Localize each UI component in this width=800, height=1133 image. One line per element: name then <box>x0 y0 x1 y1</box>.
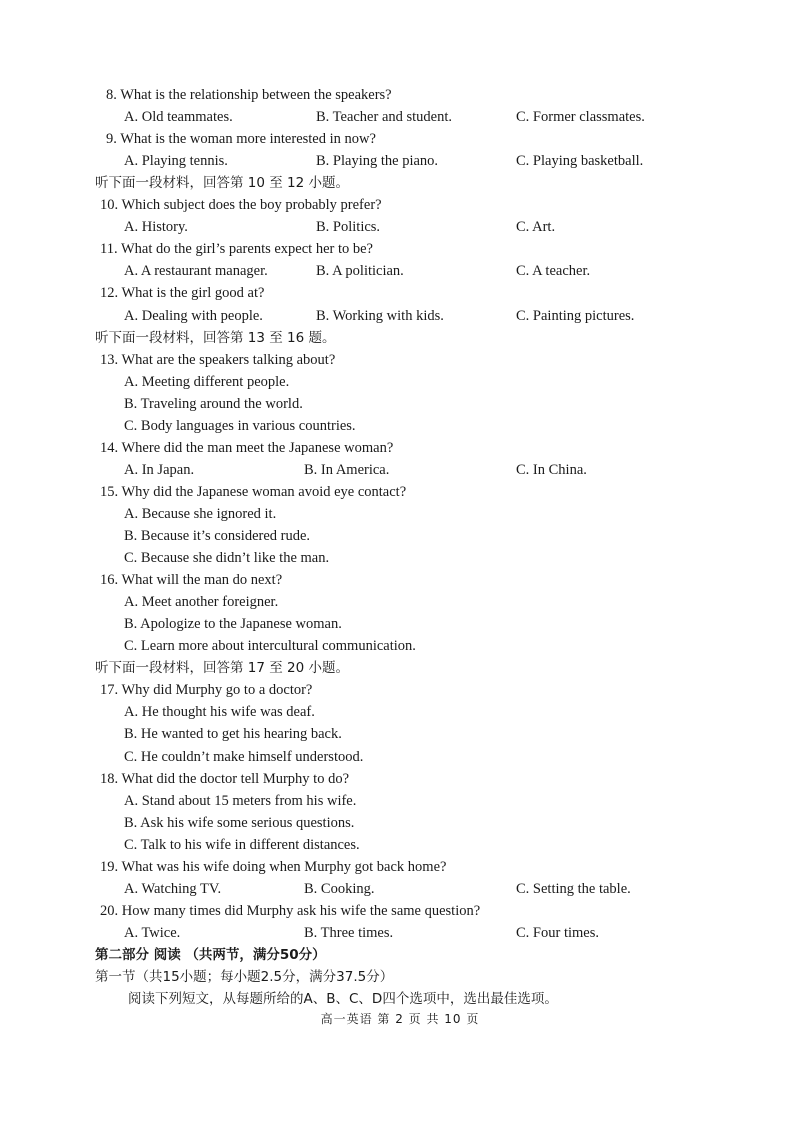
question-stem: 18. What did the doctor tell Murphy to do? <box>100 770 350 787</box>
page-footer: 高一英语 第 2 页 共 10 页 <box>320 1012 480 1026</box>
answer-option: C. Setting the table. <box>516 880 631 897</box>
answer-option: A. Dealing with people. <box>124 307 263 324</box>
answer-option: A. Playing tennis. <box>124 153 228 170</box>
question-stem: 12. What is the girl good at? <box>100 285 265 302</box>
question-stem: 20. How many times did Murphy ask his wife the same question? <box>100 902 481 919</box>
answer-option: A. Because she ignored it. <box>124 505 277 522</box>
question-stem: 13. What are the speakers talking about? <box>100 351 336 368</box>
question-stem: 10. Which subject does the boy probably prefer? <box>100 197 382 214</box>
answer-option: A. Old teammates. <box>124 109 233 126</box>
question-stem: 15. Why did the Japanese woman avoid eye contact? <box>100 483 407 500</box>
answer-option: B. He wanted to get his hearing back. <box>124 726 342 743</box>
answer-option: C. Former classmates. <box>516 109 645 126</box>
question-stem: 19. What was his wife doing when Murphy got back home? <box>100 858 447 875</box>
question-stem: 16. What will the man do next? <box>100 572 283 589</box>
question-stem: 11. What do the girl’s parents expect her to be? <box>100 241 373 258</box>
answer-option: A. Meet another foreigner. <box>124 594 279 611</box>
section-instruction: 听下面一段材料，回答第 13 至 16 题。 <box>95 329 336 346</box>
answer-option: C. Art. <box>516 219 556 236</box>
answer-option: C. Four times. <box>516 924 599 941</box>
question-stem: 14. Where did the man meet the Japanese woman? <box>100 439 394 456</box>
answer-option: C. Playing basketball. <box>516 153 644 170</box>
answer-option: A. A restaurant manager. <box>124 263 268 280</box>
answer-option: C. Learn more about intercultural communication. <box>124 638 416 655</box>
answer-option: B. In America. <box>304 461 390 478</box>
answer-option: C. A teacher. <box>516 263 591 280</box>
answer-option: B. Politics. <box>316 219 381 236</box>
answer-option: B. Because it’s considered rude. <box>124 528 311 544</box>
answer-option: C. Body languages in various countries. <box>124 417 356 434</box>
answer-option: A. Watching TV. <box>124 880 222 897</box>
instruction-text: 阅读下列短文，从每题所给的A、B、C、D四个选项中，选出最佳选项。 <box>128 991 558 1008</box>
answer-option: B. Working with kids. <box>316 307 444 324</box>
answer-option: A. Twice. <box>124 924 181 941</box>
answer-option: B. Three times. <box>304 924 394 941</box>
section-instruction: 第一节（共15小题；每小题2.5分，满分37.5分） <box>95 969 394 985</box>
answer-option: C. In China. <box>516 461 587 478</box>
answer-option: A. In Japan. <box>124 461 195 478</box>
question-stem: 17. Why did Murphy go to a doctor? <box>100 682 313 699</box>
answer-option: B. A politician. <box>316 263 404 280</box>
answer-option: B. Traveling around the world. <box>124 395 303 412</box>
section-heading: 第二部分 阅读 （共两节，满分50分） <box>95 946 326 963</box>
answer-option: C. He couldn’t make himself understood. <box>124 748 364 765</box>
answer-option: A. History. <box>124 219 188 236</box>
answer-option: B. Ask his wife some serious questions. <box>124 814 355 831</box>
answer-option: B. Apologize to the Japanese woman. <box>124 616 342 633</box>
answer-option: C. Talk to his wife in different distances. <box>124 836 360 853</box>
answer-option: A. He thought his wife was deaf. <box>124 704 315 721</box>
answer-option: C. Because she didn’t like the man. <box>124 550 330 567</box>
answer-option: B. Playing the piano. <box>316 153 439 170</box>
answer-option: C. Painting pictures. <box>516 307 635 324</box>
question-stem: 9. What is the woman more interested in now? <box>106 131 376 148</box>
answer-option: A. Meeting different people. <box>124 373 290 390</box>
section-instruction: 听下面一段材料，回答第 17 至 20 小题。 <box>95 660 350 677</box>
answer-option: A. Stand about 15 meters from his wife. <box>124 792 357 809</box>
answer-option: B. Teacher and student. <box>316 109 453 126</box>
section-instruction: 听下面一段材料，回答第 10 至 12 小题。 <box>95 175 350 192</box>
answer-option: B. Cooking. <box>304 880 375 897</box>
question-stem: 8. What is the relationship between the speakers? <box>106 87 392 103</box>
